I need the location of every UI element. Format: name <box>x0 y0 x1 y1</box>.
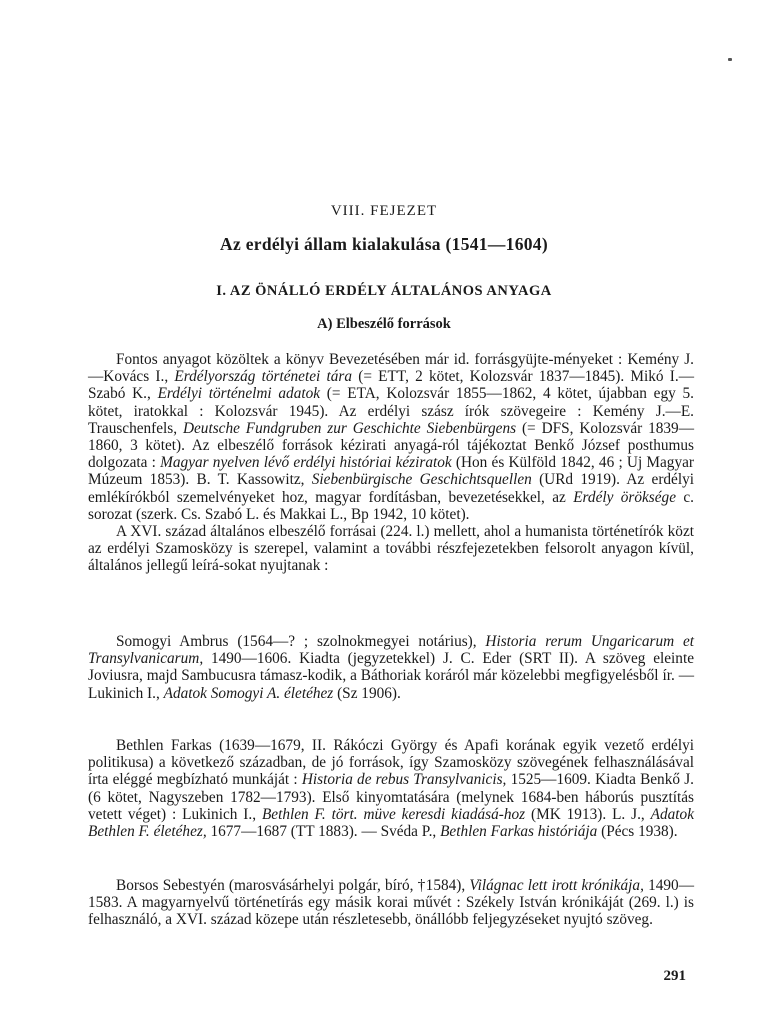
chapter-title: Az erdélyi állam kialakulása (1541—1604) <box>220 234 548 254</box>
paragraph-general-sources: A XVI. század általános elbeszélő forrásai (224. l.) mellett, ahol a humanista történetírók közt az erdélyi Szamosközy is szerepel, valamint a további részfejezetekben felsorolt anyagon kívül, általános jellegű leírá-sokat nyujtanak : <box>88 523 694 575</box>
text-run: c. sorozat (szerk. Cs. Szabó L. és Makkai L., Bp 1942, 10 kötet). <box>88 488 694 523</box>
text-run: (= ETT, 2 kötet, Kolozsvár 1837—1845). Mikó I.—Szabó K., <box>88 368 694 403</box>
italic-title: Bethlen Farkas históriája <box>440 823 598 841</box>
italic-title: Erdélyi történelmi adatok <box>157 385 321 403</box>
italic-title: Adatok Bethlen F. életéhez, <box>88 805 694 841</box>
entry-borsos <box>88 877 694 929</box>
paragraph-bethlen <box>88 737 694 840</box>
text-run: (= ETA, Kolozsvár 1855—1862, 4 kötet, újabban egy 5. kötet, iratokkal : Kolozsvár 1945). Az erdélyi szász írók szövegeire : Kemény J.—E. Trauschenfels, <box>88 385 694 437</box>
text-run: Somogyi Ambrus (1564—? ; szolnokmegyei notárius), <box>116 633 486 650</box>
italic-title: Erdélyország történetei tára <box>174 368 352 386</box>
italic-title: Magyar nyelven lévő erdélyi históriai kéziratok <box>160 454 452 472</box>
italic-title: Világnac lett irott krónikája, <box>469 877 644 894</box>
italic-title: Erdély öröksége <box>573 488 676 506</box>
section-heading: I. AZ ÖNÁLLÓ ERDÉLY ÁLTALÁNOS ANYAGA <box>216 283 552 299</box>
italic-title: Adatok Somogyi A. életéhez <box>163 684 334 702</box>
entry-somogyi <box>88 633 694 702</box>
ink-speck <box>728 58 732 61</box>
paragraph-sources-collections <box>88 351 694 523</box>
italic-title: Siebenbürgische Geschichtsquellen <box>311 471 532 489</box>
italic-title: Historia rerum Ungaricarum et Transylvanicarum, <box>88 633 694 668</box>
text-run: 1490—1606. Kiadta (jegyzetekkel) J. C. Eder (SRT II). A szöveg eleinte Joviusra, majd Sambucusra támasz-kodik, a Báthoriak koráról már közelebbi megfigyelésből ír. — Lukinich I., <box>88 650 694 702</box>
chapter-heading: VIII. FEJEZET <box>330 203 438 219</box>
text-run: Bethlen Farkas (1639—1679, II. Rákóczi György és Apafi korának egyik vezető erdélyi politikusa) a következő században, de jó források, így Szamosközy szövegének felhasználásával írta eléggé megbízható munkáját : <box>88 737 694 789</box>
paragraph-borsos <box>88 877 694 929</box>
text-run: 1525—1609. Kiadta Benkő J. (6 kötet, Nagyszeben 1782—1793). Első kinyomtatására (melynek 1684-ben háborús pusztítás vetett véget) : Lukinich I., <box>88 771 694 823</box>
text-run: 1490—1583. A magyarnyelvű történetírás egy másik korai művét : Székely István krónikáját (269. l.) is felhasználó, a XVI. század közepe után részletesebb, önállóbb feljegyzéseket nyujtó szöveg. <box>88 877 694 929</box>
italic-title: Bethlen F. tört. müve keresdi kiadásá-hoz <box>261 805 526 823</box>
paragraph-somogyi <box>88 633 694 702</box>
text-run: (Hon és Külföld 1842, 46 ; Uj Magyar Múzeum 1853). B. T. Kassowitz, <box>88 454 694 489</box>
text-run: (MK 1913). L. J., <box>525 805 651 823</box>
italic-title: Deutsche Fundgruben zur Geschichte Siebenbürgens <box>182 419 517 437</box>
text-run: Fontos anyagot közöltek a könyv Bevezetésében már id. forrásgyüjte-ményeket : Kemény J.—Kovács I., <box>88 351 694 386</box>
text-run: (= DFS, Kolozsvár 1839—1860, 3 kötet). Az elbeszélő források kézirati anyagá-ról tájékoztat Benkő József posthumus dolgozata : <box>88 419 694 472</box>
text-run: (Pécs 1938). <box>597 823 678 841</box>
text-run: (URd 1919). Az erdélyi emlékírókból szemelvényeket hoz, magyar fordításban, bevezetésekkel, az <box>88 471 694 506</box>
subsection-heading: A) Elbeszélő források <box>317 316 451 332</box>
text-run: (Sz 1906). <box>333 684 401 702</box>
text-run: Borsos Sebestyén (marosvásárhelyi polgár, bíró, †1584), <box>116 877 470 894</box>
intro-text-block <box>88 351 694 575</box>
text-run: 1677—1687 (TT 1883). — Svéda P., <box>206 823 441 841</box>
italic-title: Historia de rebus Transylvanicis, <box>301 771 507 789</box>
entry-bethlen <box>88 737 694 840</box>
page-number: 291 <box>663 968 686 984</box>
